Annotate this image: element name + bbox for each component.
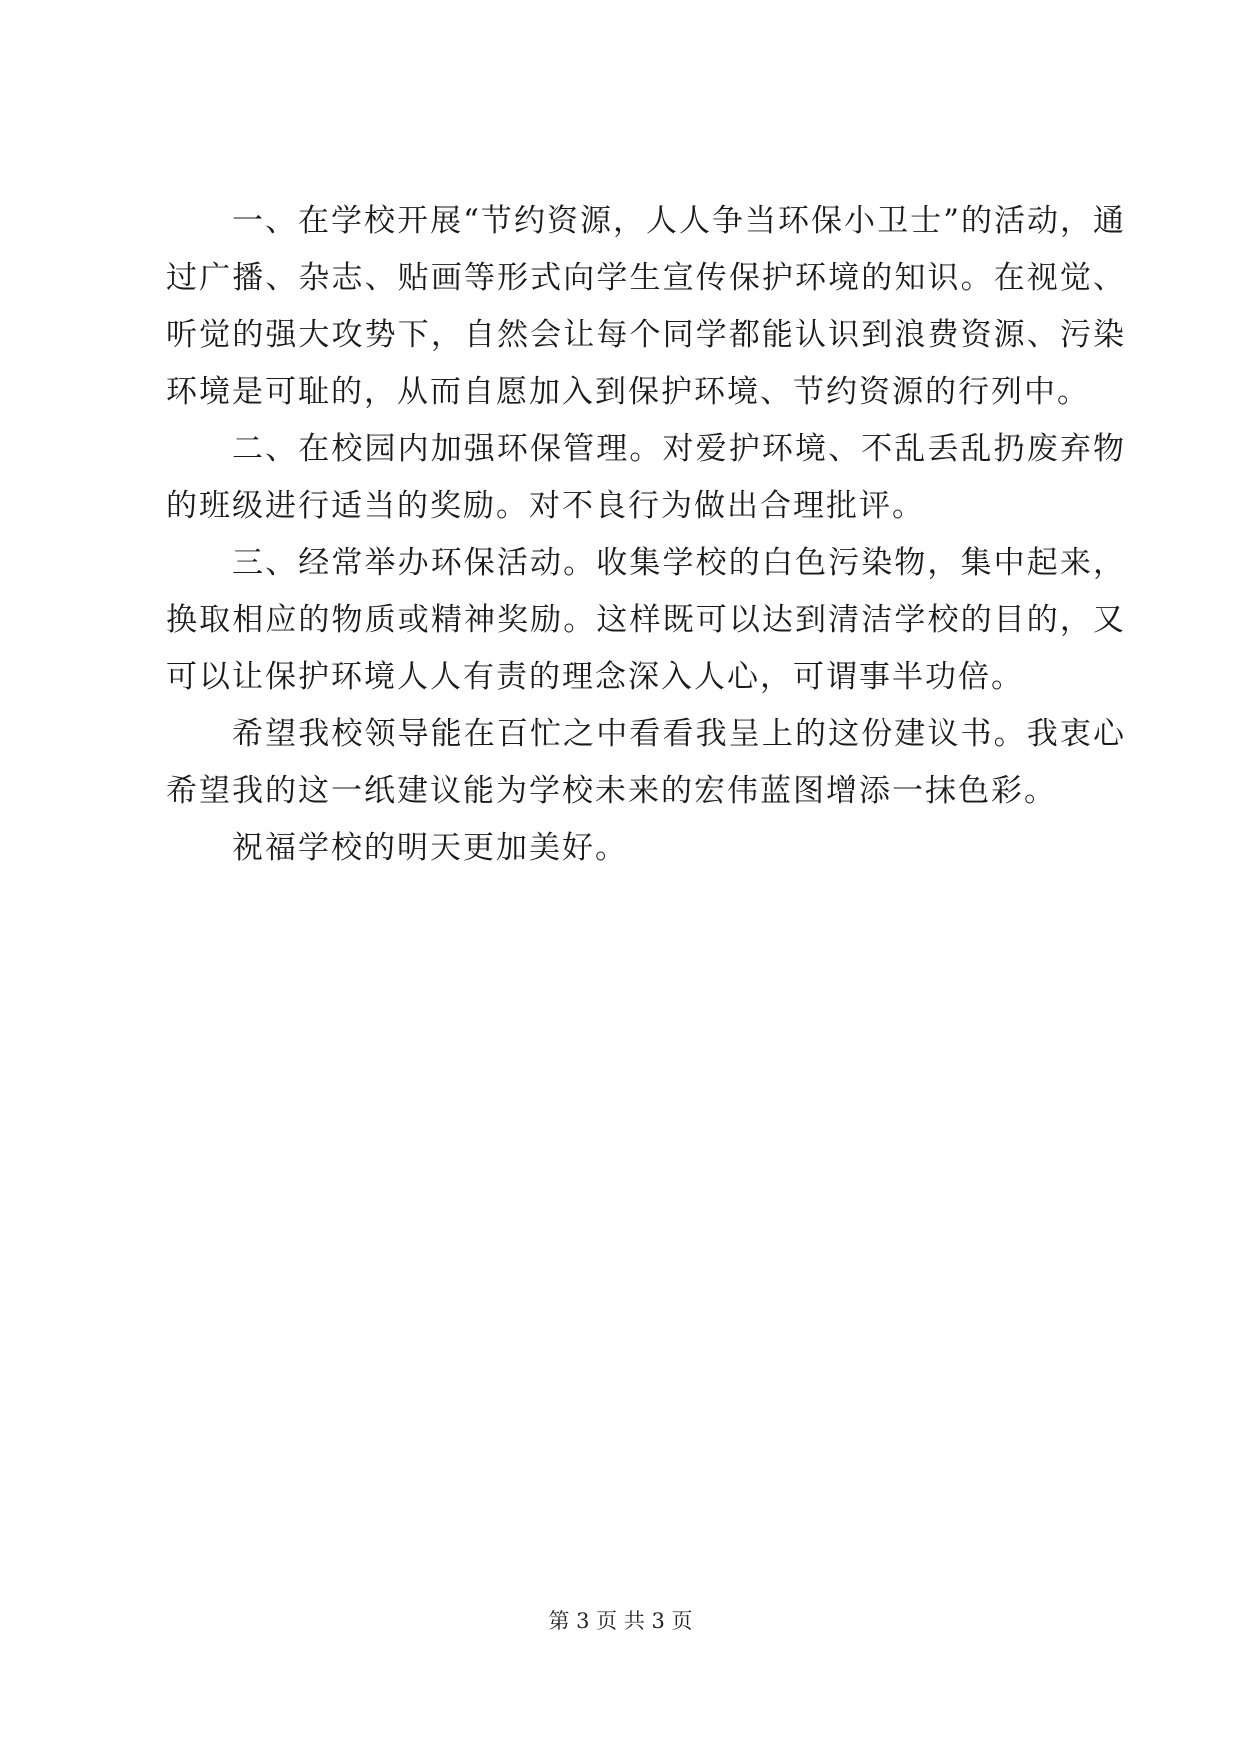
paragraph-2: 二、在校园内加强环保管理。对爱护环境、不乱丢乱扔废弃物的班级进行适当的奖励。对不良行为做出合理批评。	[166, 431, 1126, 524]
page-number-label: 第 3 页 共 3 页	[548, 1609, 693, 1633]
paragraph-4: 希望我校领导能在百忙之中看看我呈上的这份建议书。我衷心希望我的这一纸建议能为学校未来的宏伟蓝图增添一抹色彩。	[166, 716, 1126, 809]
paragraph-3: 三、经常举办环保活动。收集学校的白色污染物，集中起来，换取相应的物质或精神奖励。这样既可以达到清洁学校的目的，又可以让保护环境人人有责的理念深入人心，可谓事半功倍。	[166, 545, 1126, 695]
page-footer	[0, 1606, 1241, 1636]
document-body	[166, 193, 1126, 877]
paragraph-5: 祝福学校的明天更加美好。	[232, 830, 628, 866]
paragraph-1: 一、在学校开展“节约资源，人人争当环保小卫士”的活动，通过广播、杂志、贴画等形式向学生宣传保护环境的知识。在视觉、听觉的强大攻势下，自然会让每个同学都能认识到浪费资源、污染环境是可耻的，从而自愿加入到保护环境、节约资源的行列中。	[166, 203, 1126, 410]
